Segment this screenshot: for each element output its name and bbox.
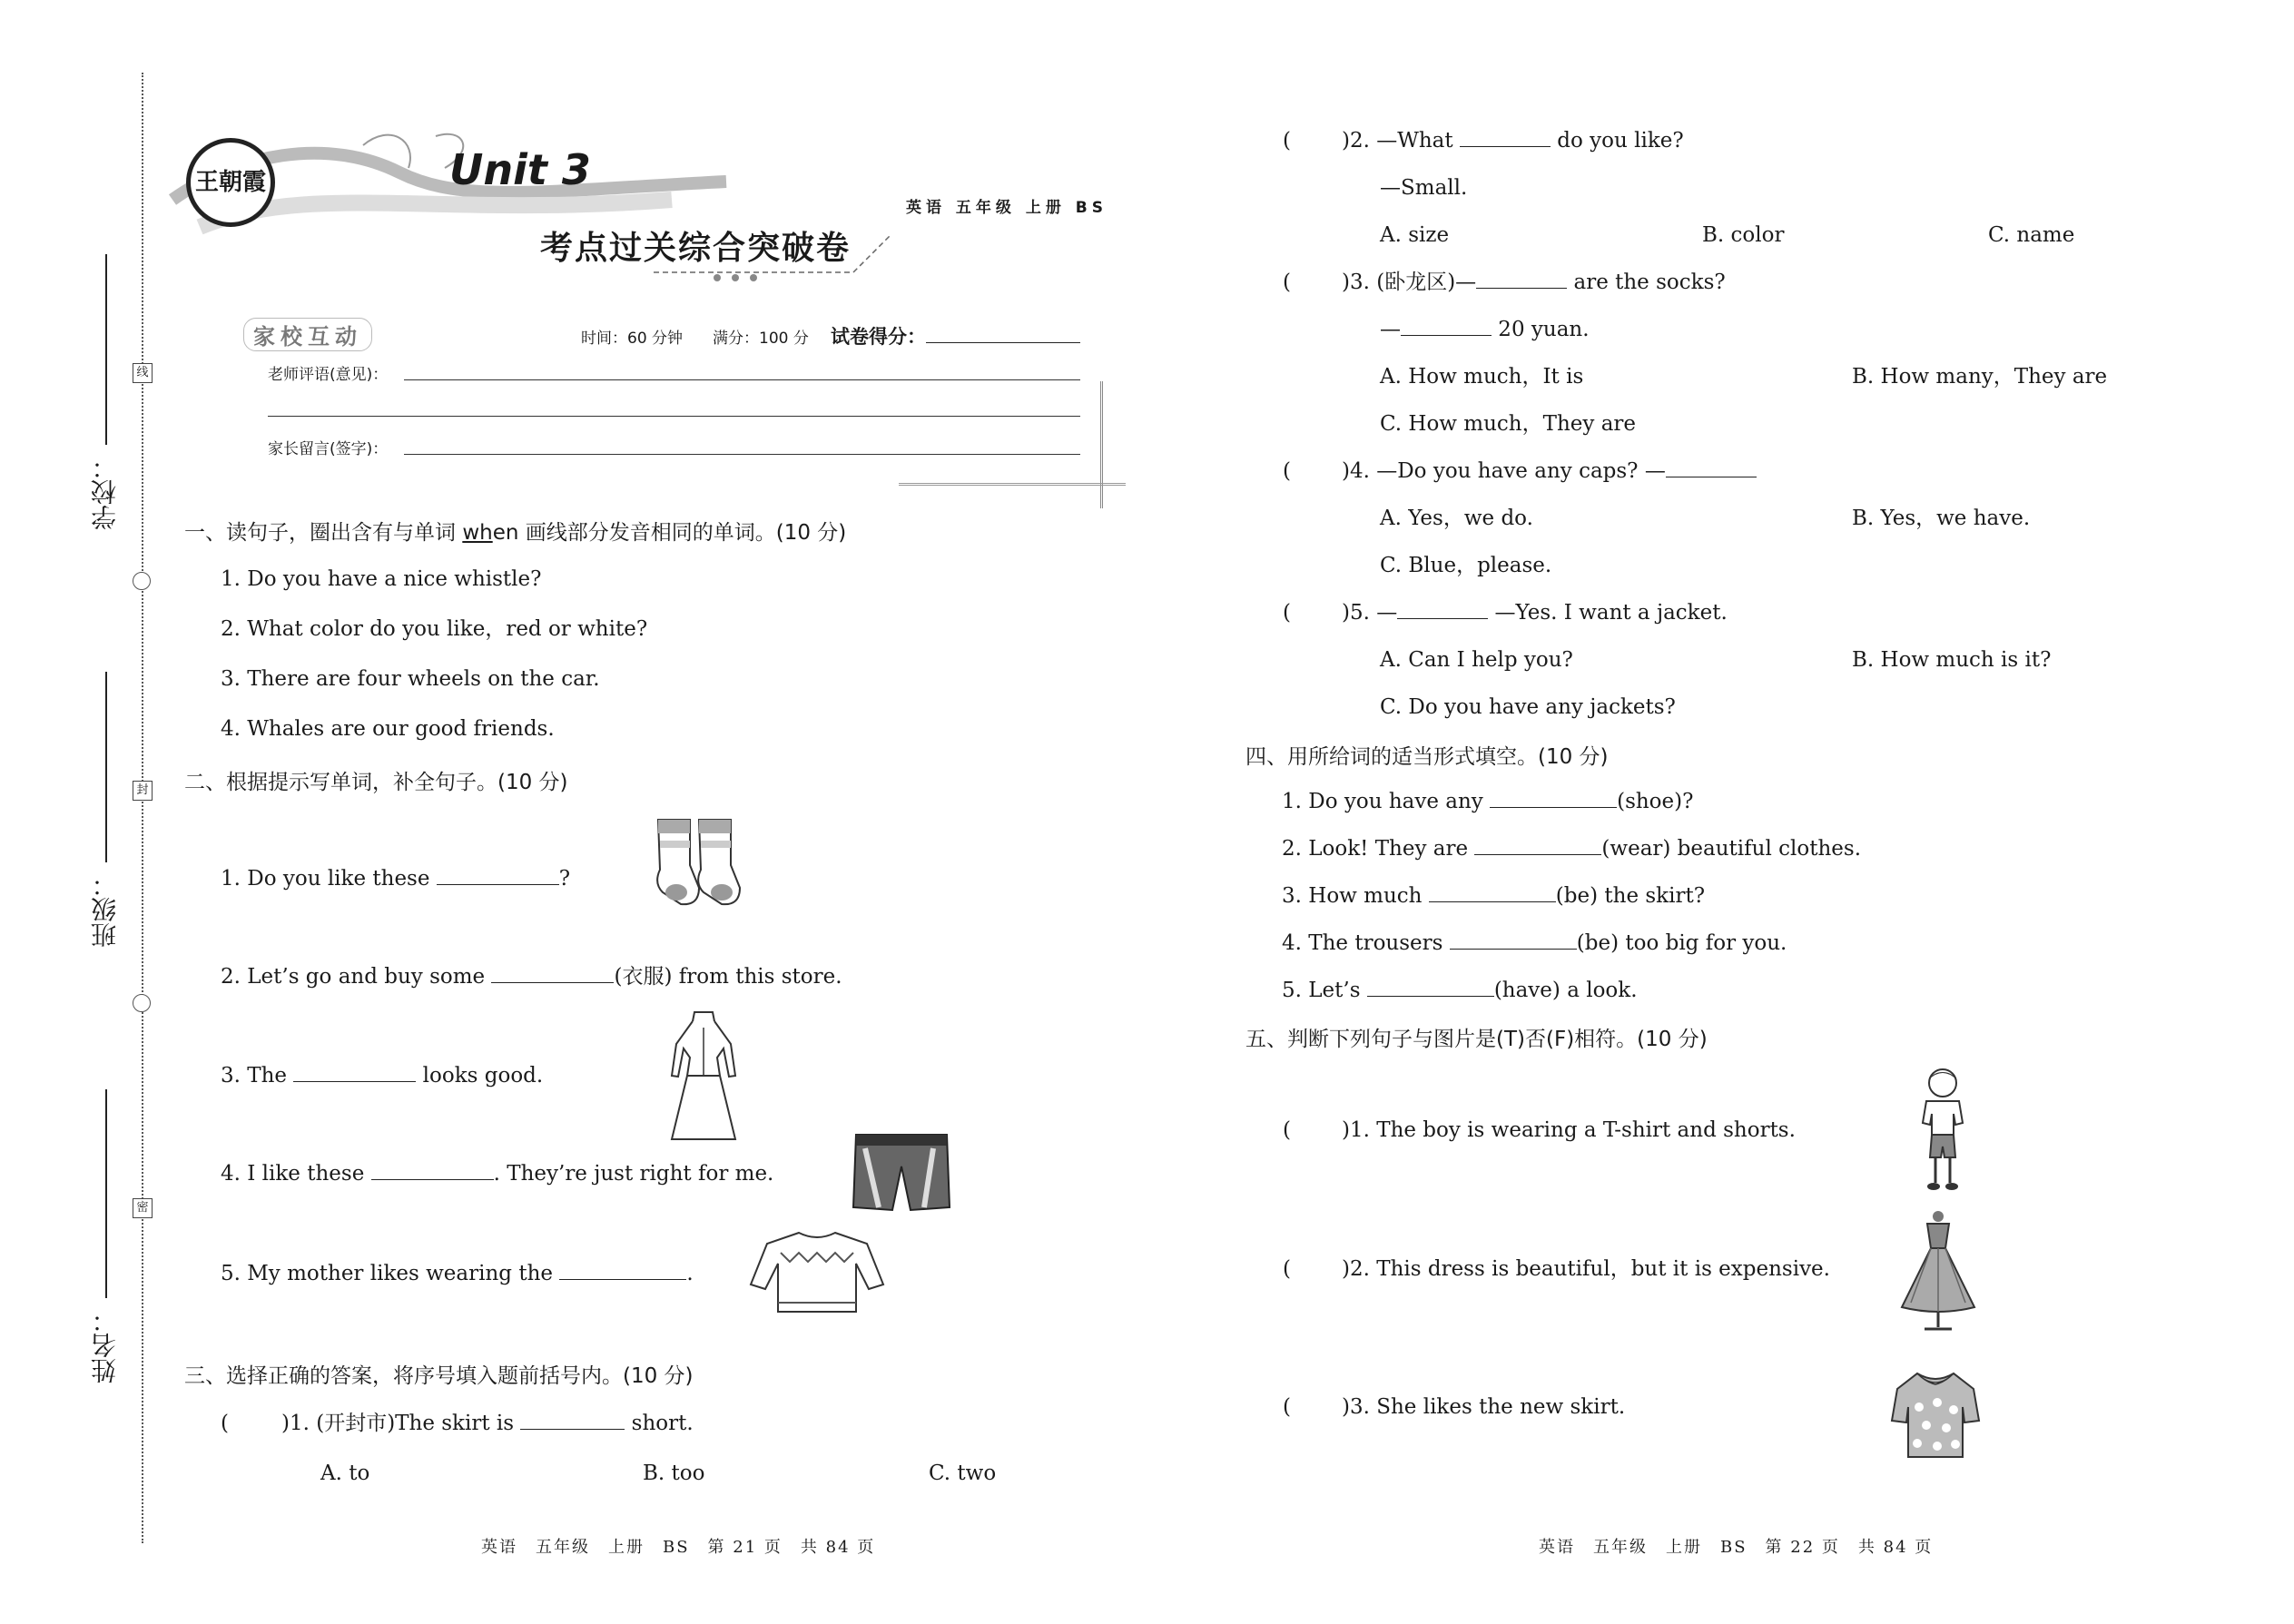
sec3-q5: )5. — —Yes. I want a jacket. <box>1342 601 1728 625</box>
logo-text: 王朝霞 <box>194 169 266 196</box>
footer-left: 英语 五年级 上册 BS 第 21 页 共 84 页 <box>481 1538 876 1557</box>
name-label: 姓名： <box>90 1307 120 1383</box>
dress-icon <box>667 1008 740 1144</box>
sec5-item-1: )1. The boy is wearing a T-shirt and shorts. <box>1342 1118 1796 1142</box>
answer-paren[interactable]: ( <box>1283 459 1291 483</box>
sec2-item-1: 1. Do you like these ? <box>221 867 571 891</box>
answer-blank[interactable] <box>520 1412 625 1430</box>
logo-seal <box>186 138 275 227</box>
sec3-q4-option-a: A. Yes，we do. <box>1380 507 1533 530</box>
teacher-comment-line <box>404 379 1080 380</box>
sec3-q1-option-b: B. too <box>643 1462 705 1485</box>
sec2-item-5: 5. My mother likes wearing the . <box>221 1262 694 1285</box>
answer-blank[interactable] <box>1450 932 1577 950</box>
sec3-q4-option-b: B. Yes，we have. <box>1852 507 2031 530</box>
dress-on-stand-icon <box>1893 1207 1984 1334</box>
answer-blank[interactable] <box>491 966 614 983</box>
paper-subtitle: 考点过关综合突破卷 <box>540 229 852 267</box>
seal-feng: 封 <box>133 781 153 801</box>
answer-paren[interactable]: ( <box>1283 601 1291 625</box>
seal-mi: 密 <box>133 1198 153 1218</box>
name-line <box>105 1089 107 1298</box>
answer-blank[interactable] <box>1367 979 1494 997</box>
sec4-item-3: 3. How much (be) the skirt? <box>1282 884 1706 908</box>
socks-icon <box>649 815 763 910</box>
box-right-rule <box>1100 381 1103 508</box>
sec3-q5-option-a: A. Can I help you? <box>1380 648 1573 672</box>
sec1-title: 一、读句子，圈出含有与单词 when 画线部分发音相同的单词。(10 分) <box>184 521 847 545</box>
answer-blank[interactable] <box>1490 791 1617 808</box>
binding-hole-icon <box>133 994 151 1012</box>
sec3-q5-option-b: B. How much is it? <box>1852 648 2052 672</box>
sec2-title: 二、根据提示写单词，补全句子。(10 分) <box>184 771 568 794</box>
answer-blank[interactable] <box>1401 319 1492 336</box>
sec3-q2-option-c: C. name <box>1988 223 2075 247</box>
parent-comment-line <box>404 454 1080 455</box>
unit-title: Unit 3 <box>449 145 591 194</box>
answer-blank[interactable] <box>1397 602 1488 619</box>
sec4-item-2: 2. Look! They are (wear) beautiful clothes. <box>1282 837 1862 861</box>
sec4-item-4: 4. The trousers (be) too big for you. <box>1282 931 1787 955</box>
answer-blank[interactable] <box>1429 885 1556 902</box>
footer-right: 英语 五年级 上册 BS 第 22 页 共 84 页 <box>1539 1538 1934 1557</box>
sec3-q3-option-c: C. How much，They are <box>1380 412 1637 436</box>
teacher-comment-label: 老师评语(意见)： <box>268 366 389 384</box>
sec3-q5-option-c: C. Do you have any jackets? <box>1380 695 1676 719</box>
underlined-letters: wh <box>462 521 493 545</box>
full-score-info: 满分：100 分 <box>713 330 809 348</box>
home-school-badge: 家校互动 <box>243 318 372 351</box>
sec3-q3-answer-line: — 20 yuan. <box>1380 318 1590 341</box>
sec3-q2-option-a: A. size <box>1380 223 1450 247</box>
answer-blank[interactable] <box>1476 271 1567 289</box>
sec3-q1-option-c: C. two <box>929 1462 997 1485</box>
answer-blank[interactable] <box>293 1065 416 1082</box>
sec3-q1-option-a: A. to <box>320 1462 370 1485</box>
sec5-item-2: )2. This dress is beautiful，but it is expensive. <box>1342 1257 1830 1281</box>
seal-xian: 线 <box>133 363 153 383</box>
sec3-q2: )2. —What do you like? <box>1342 129 1684 153</box>
polka-dot-blouse-icon <box>1890 1366 1981 1462</box>
meta-tag: 英语 五年级 上册 BS <box>906 199 1108 217</box>
sec3-q1: )1. (开封市)The skirt is short. <box>281 1412 694 1435</box>
answer-paren[interactable]: ( <box>221 1412 229 1435</box>
answer-paren[interactable]: ( <box>1283 271 1291 294</box>
boy-icon <box>1915 1067 1970 1194</box>
time-info: 时间：60 分钟 <box>581 330 684 348</box>
answer-blank[interactable] <box>1460 130 1551 147</box>
class-label: 班级： <box>90 871 120 948</box>
parent-comment-label: 家长留言(签字)： <box>268 440 389 458</box>
sec3-q3-option-a: A. How much，It is <box>1380 365 1584 389</box>
class-line <box>105 672 107 862</box>
sec1-item-4: 4. Whales are our good friends. <box>221 717 555 741</box>
answer-blank[interactable] <box>437 868 559 885</box>
binding-dotted-line <box>142 73 143 1543</box>
sec2-item-3: 3. The looks good. <box>221 1064 544 1088</box>
school-label: 学校： <box>90 454 120 530</box>
answer-blank[interactable] <box>1666 460 1757 477</box>
sec1-item-2: 2. What color do you like，red or white? <box>221 617 648 641</box>
sec5-title: 五、判断下列句子与图片是(T)否(F)相符。(10 分) <box>1245 1028 1708 1051</box>
answer-blank[interactable] <box>371 1163 494 1180</box>
shorts-icon <box>852 1130 951 1216</box>
sec4-title: 四、用所给词的适当形式填空。(10 分) <box>1245 745 1609 769</box>
sec3-q2-answer-line: —Small. <box>1380 176 1468 200</box>
answer-paren[interactable]: ( <box>1283 129 1291 153</box>
sweater-icon <box>749 1225 885 1316</box>
score-line <box>926 342 1080 343</box>
sec2-item-2: 2. Let’s go and buy some (衣服) from this store. <box>221 965 842 989</box>
school-line <box>105 254 107 445</box>
score-label: 试卷得分： <box>831 326 926 348</box>
binding-hole-icon <box>133 572 151 590</box>
sec1-item-1: 1. Do you have a nice whistle? <box>221 567 542 591</box>
sec5-item-3: )3. She likes the new skirt. <box>1342 1395 1626 1419</box>
teacher-comment-line-2 <box>268 416 1080 417</box>
answer-paren[interactable]: ( <box>1283 1257 1291 1281</box>
sec2-item-4: 4. I like these . They’re just right for me. <box>221 1162 774 1186</box>
answer-blank[interactable] <box>559 1263 686 1280</box>
sec3-q3: )3. (卧龙区)— are the socks? <box>1342 271 1726 294</box>
sec3-title: 三、选择正确的答案，将序号填入题前括号内。(10 分) <box>184 1364 694 1388</box>
box-bottom-rule <box>899 483 1126 486</box>
answer-paren[interactable]: ( <box>1283 1118 1291 1142</box>
sec4-item-1: 1. Do you have any (shoe)? <box>1282 790 1694 813</box>
sec3-q4: )4. —Do you have any caps? — <box>1342 459 1757 485</box>
sec3-q4-option-c: C. Blue，please. <box>1380 554 1552 577</box>
answer-paren[interactable]: ( <box>1283 1395 1291 1419</box>
sec4-item-5: 5. Let’s (have) a look. <box>1282 979 1638 1002</box>
sec3-q2-option-b: B. color <box>1702 223 1785 247</box>
sec1-item-3: 3. There are four wheels on the car. <box>221 667 600 691</box>
answer-blank[interactable] <box>1474 838 1601 855</box>
sec3-q3-option-b: B. How many，They are <box>1852 365 2108 389</box>
